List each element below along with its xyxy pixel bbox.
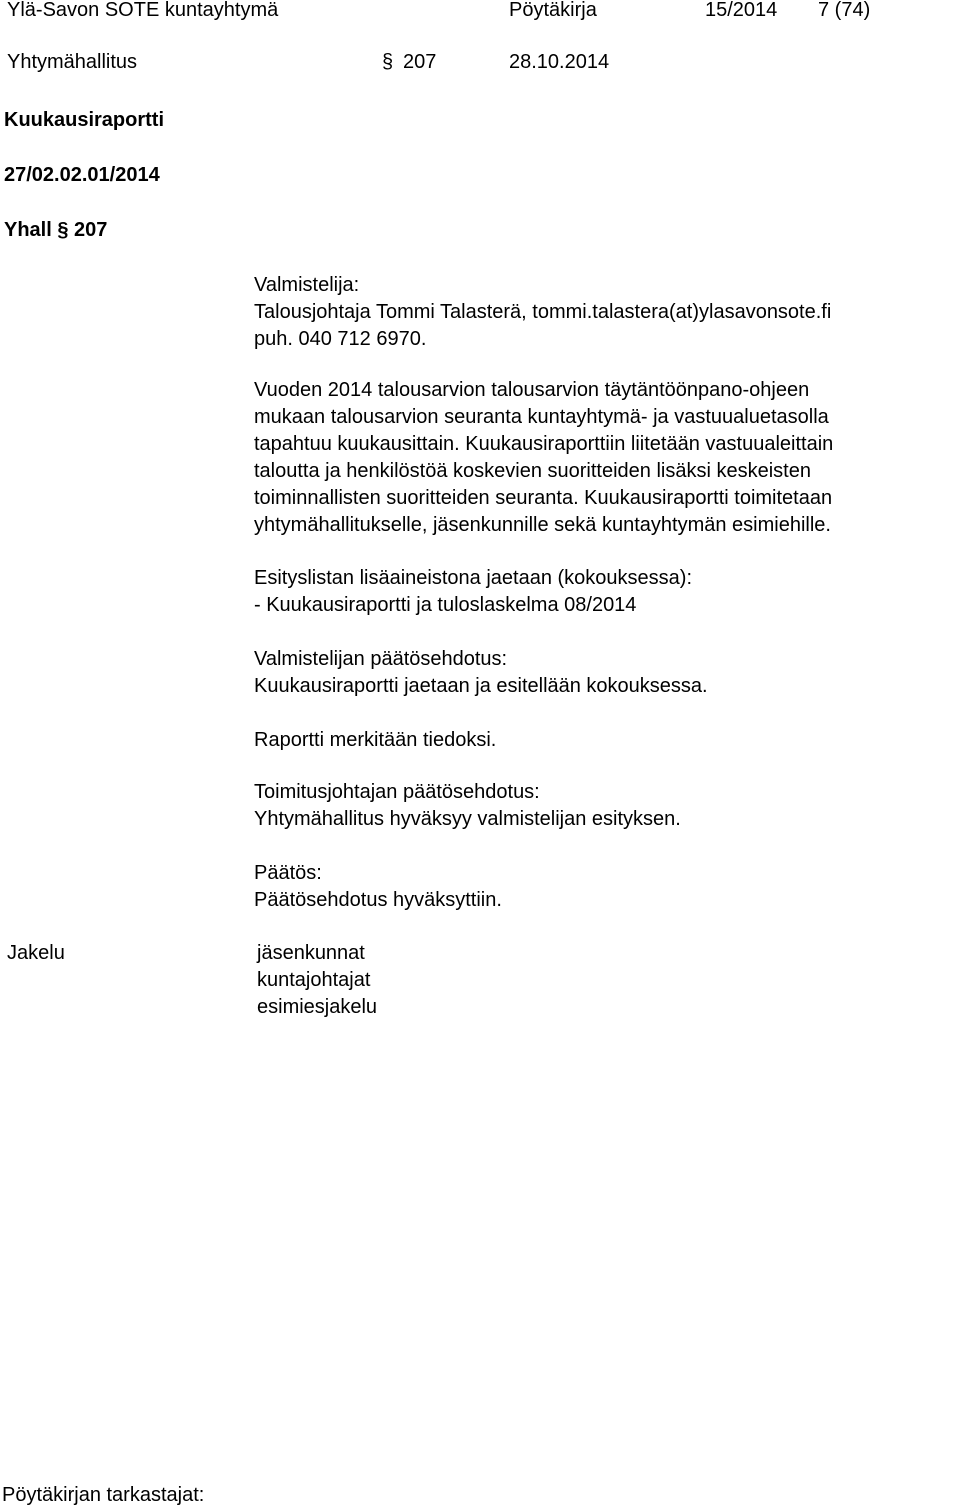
attachments-label: Esityslistan lisäaineistona jaetaan (kokouksessa): [254, 567, 692, 589]
ceo-proposal-label: Toimitusjohtajan päätösehdotus: [254, 781, 540, 803]
distribution-item: kuntajohtajat [257, 969, 371, 991]
item-reference [4, 217, 107, 244]
page-number: 7 (74) [818, 0, 871, 21]
distribution-list [257, 940, 377, 1021]
distribution-item: esimiesjakelu [257, 996, 378, 1018]
proposal-block [254, 646, 708, 700]
ceo-proposal-block [254, 779, 681, 833]
item-title: Kuukausiraportti [4, 109, 165, 131]
reference-prefix: Yhall [4, 219, 52, 241]
preparer-label: Valmistelija: [254, 274, 360, 296]
preparer-block [254, 272, 831, 353]
distribution-label: Jakelu [7, 942, 65, 964]
preparer-phone: puh. 040 712 6970. [254, 328, 427, 350]
decision-block [254, 860, 502, 914]
ceo-proposal-text: Yhtymähallitus hyväksyy valmistelijan esityksen. [254, 808, 681, 830]
reference-number: 207 [74, 219, 108, 241]
proposal-note: Raportti merkitään tiedoksi. [254, 729, 497, 751]
body-paragraph [254, 377, 833, 539]
proposal-text: Kuukausiraportti jaetaan ja esitellään kokouksessa. [254, 675, 708, 697]
distribution-item: jäsenkunnat [257, 942, 365, 964]
reviewers-label: Pöytäkirjan tarkastajat: [2, 1484, 205, 1506]
governing-body: Yhtymähallitus [7, 51, 138, 73]
preparer-name-email: Talousjohtaja Tommi Talasterä, tommi.talastera(at)ylasavonsote.fi [254, 301, 832, 323]
reference-symbol: § [57, 219, 69, 241]
document-type: Pöytäkirja [509, 0, 597, 21]
document-number: 15/2014 [705, 0, 778, 21]
organization-name: Ylä-Savon SOTE kuntayhtymä [7, 0, 279, 21]
paragraph-line: Vuoden 2014 talousarvion talousarvion täytäntöönpano-ohjeen [254, 379, 810, 401]
paragraph-line: yhtymähallitukselle, jäsenkunnille sekä kuntayhtymän esimiehille. [254, 514, 831, 536]
record-number: 27/02.02.01/2014 [4, 164, 160, 186]
section-sign: § [382, 51, 394, 73]
paragraph-line: mukaan talousarvion seuranta kuntayhtymä- ja vastuualuetasolla [254, 406, 829, 428]
attachments-item: - Kuukausiraportti ja tuloslaskelma 08/2014 [254, 594, 637, 616]
paragraph-line: tapahtuu kuukausittain. Kuukausiraporttiin liitetään vastuualeittain [254, 433, 834, 455]
decision-text: Päätösehdotus hyväksyttiin. [254, 889, 502, 911]
attachments-block [254, 565, 692, 619]
section-number: 207 [403, 51, 437, 73]
meeting-date: 28.10.2014 [509, 51, 610, 73]
paragraph-line: toiminnallisten suoritteiden seuranta. Kuukausiraportti toimitetaan [254, 487, 833, 509]
proposal-label: Valmistelijan päätösehdotus: [254, 648, 508, 670]
paragraph-line: taloutta ja henkilöstöä koskevien suoritteiden lisäksi keskeisten [254, 460, 811, 482]
decision-label: Päätös: [254, 862, 322, 884]
